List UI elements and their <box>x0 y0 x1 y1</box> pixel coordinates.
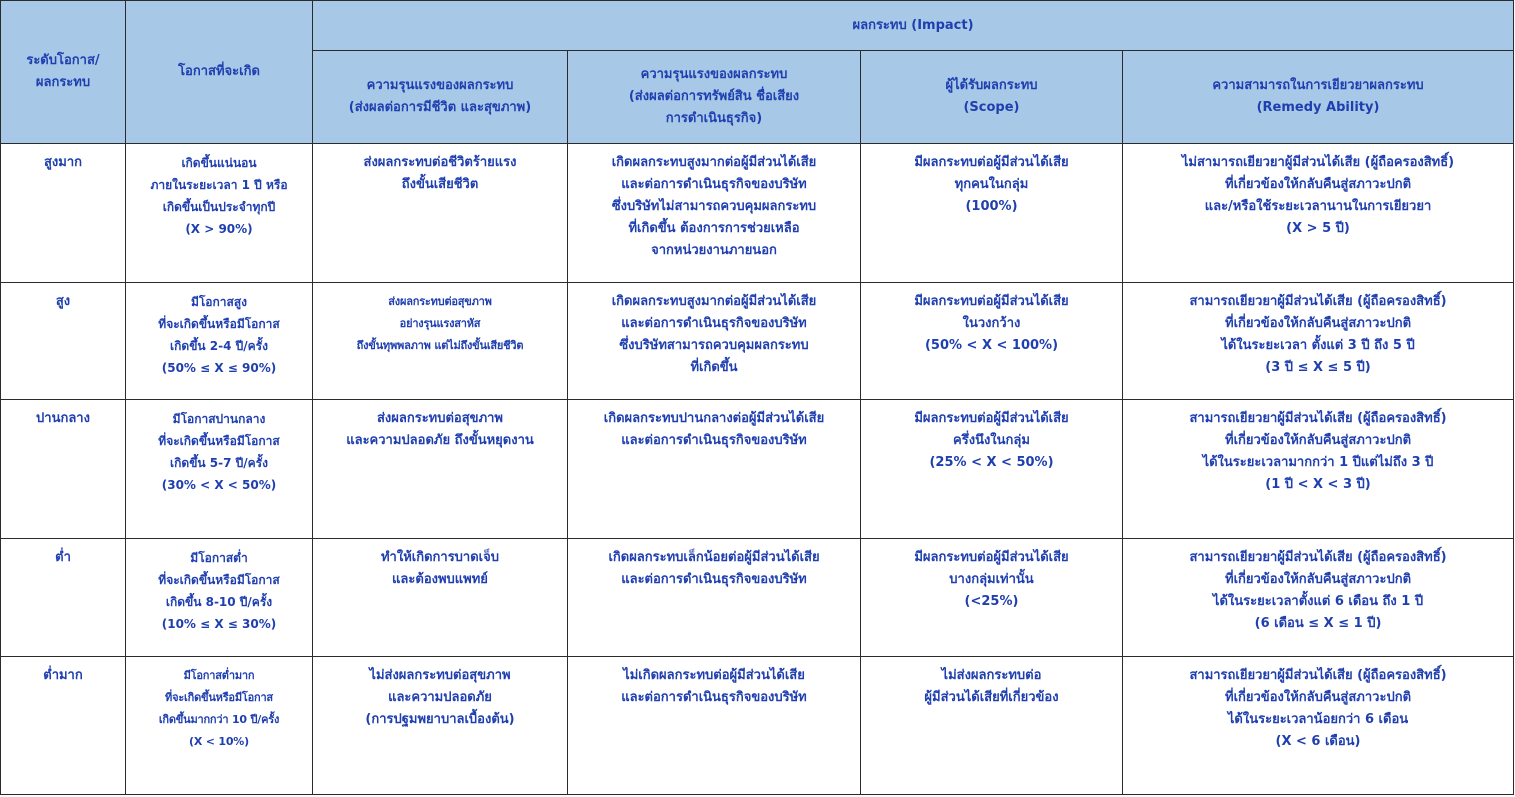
health-cell: ทำให้เกิดการบาดเจ็บ และต้องพบแพทย์ <box>313 538 568 656</box>
scope-cell: มีผลกระทบต่อผู้มีส่วนได้เสีย ครึ่งนึงในกลุ่ม (25% < X < 50%) <box>861 400 1123 538</box>
health-cell: ส่งผลกระทบต่อสุขภาพ และความปลอดภัย ถึงขั้นหยุดงาน <box>313 400 568 538</box>
table-row <box>1 283 1514 400</box>
remedy-cell: สามารถเยียวยาผู้มีส่วนได้เสีย (ผู้ถือครองสิทธิ์) ที่เกี่ยวข้องให้กลับคืนสู่สภาวะปกติ ได้ในระยะเวลามากกว่า 1 ปีแต่ไม่ถึง 3 ปี (1 ปี < X < 3 ปี) <box>1123 400 1514 538</box>
table-row <box>1 656 1514 794</box>
remedy-cell: ไม่สามารถเยียวยาผู้มีส่วนได้เสีย (ผู้ถือครองสิทธิ์) ที่เกี่ยวข้องให้กลับคืนสู่สภาวะปกติ และ/หรือใช้ระยะเวลานานในการเยียวยา (X > 5 ปี) <box>1123 144 1514 283</box>
business-cell: เกิดผลกระทบสูงมากต่อผู้มีส่วนได้เสีย และต่อการดำเนินธุรกิจของบริษัท ซึ่งบริษัทสามารถควบคุมผลกระทบ ที่เกิดขึ้น <box>568 283 861 400</box>
scope-cell: มีผลกระทบต่อผู้มีส่วนได้เสีย ทุกคนในกลุ่ม (100%) <box>861 144 1123 283</box>
business-cell: ไม่เกิดผลกระทบต่อผู้มีส่วนได้เสีย และต่อการดำเนินธุรกิจของบริษัท <box>568 656 861 794</box>
level-cell: ต่ำ <box>1 538 126 656</box>
header-level: ระดับโอกาส/ ผลกระทบ <box>1 1 126 144</box>
header-likelihood: โอกาสที่จะเกิด <box>126 1 313 144</box>
header-severity-business: ความรุนแรงของผลกระทบ (ส่งผลต่อการทรัพย์สิน ชื่อเสียง การดำเนินธุรกิจ) <box>568 51 861 144</box>
likelihood-cell: มีโอกาสต่ำมาก ที่จะเกิดขึ้นหรือมีโอกาส เกิดขึ้นมากกว่า 10 ปี/ครั้ง (X < 10%) <box>126 656 313 794</box>
business-cell: เกิดผลกระทบเล็กน้อยต่อผู้มีส่วนได้เสีย และต่อการดำเนินธุรกิจของบริษัท <box>568 538 861 656</box>
header-remedy: ความสามารถในการเยียวยาผลกระทบ (Remedy Ability) <box>1123 51 1514 144</box>
likelihood-cell: มีโอกาสต่ำ ที่จะเกิดขึ้นหรือมีโอกาส เกิดขึ้น 8-10 ปี/ครั้ง (10% ≤ X ≤ 30%) <box>126 538 313 656</box>
health-cell: ส่งผลกระทบต่อชีวิตร้ายแรง ถึงขั้นเสียชีวิต <box>313 144 568 283</box>
likelihood-cell: มีโอกาสสูง ที่จะเกิดขึ้นหรือมีโอกาส เกิดขึ้น 2-4 ปี/ครั้ง (50% ≤ X ≤ 90%) <box>126 283 313 400</box>
remedy-cell: สามารถเยียวยาผู้มีส่วนได้เสีย (ผู้ถือครองสิทธิ์) ที่เกี่ยวข้องให้กลับคืนสู่สภาวะปกติ ได้ในระยะเวลาตั้งแต่ 6 เดือน ถึง 1 ปี (6 เดือน ≤ X ≤ 1 ปี) <box>1123 538 1514 656</box>
level-cell: ต่ำมาก <box>1 656 126 794</box>
health-cell: ไม่ส่งผลกระทบต่อสุขภาพ และความปลอดภัย (การปฐมพยาบาลเบื้องต้น) <box>313 656 568 794</box>
likelihood-cell: เกิดขึ้นแน่นอน ภายในระยะเวลา 1 ปี หรือ เกิดขึ้นเป็นประจำทุกปี (X > 90%) <box>126 144 313 283</box>
scope-cell: มีผลกระทบต่อผู้มีส่วนได้เสีย บางกลุ่มเท่านั้น (<25%) <box>861 538 1123 656</box>
remedy-cell: สามารถเยียวยาผู้มีส่วนได้เสีย (ผู้ถือครองสิทธิ์) ที่เกี่ยวข้องให้กลับคืนสู่สภาวะปกติ ได้ในระยะเวลา ตั้งแต่ 3 ปี ถึง 5 ปี (3 ปี ≤ X ≤ 5 ปี) <box>1123 283 1514 400</box>
level-cell: ปานกลาง <box>1 400 126 538</box>
business-cell: เกิดผลกระทบปานกลางต่อผู้มีส่วนได้เสีย และต่อการดำเนินธุรกิจของบริษัท <box>568 400 861 538</box>
remedy-cell: สามารถเยียวยาผู้มีส่วนได้เสีย (ผู้ถือครองสิทธิ์) ที่เกี่ยวข้องให้กลับคืนสู่สภาวะปกติ ได้ในระยะเวลาน้อยกว่า 6 เดือน (X < 6 เดือน) <box>1123 656 1514 794</box>
scope-cell: ไม่ส่งผลกระทบต่อ ผู้มีส่วนได้เสียที่เกี่ยวข้อง <box>861 656 1123 794</box>
level-cell: สูงมาก <box>1 144 126 283</box>
header-severity-health: ความรุนแรงของผลกระทบ (ส่งผลต่อการมีชีวิต และสุขภาพ) <box>313 51 568 144</box>
table-row <box>1 144 1514 283</box>
table-row <box>1 400 1514 538</box>
header-impact: ผลกระทบ (Impact) <box>313 1 1514 51</box>
health-cell: ส่งผลกระทบต่อสุขภาพ อย่างรุนแรงสาหัส ถึงขั้นทุพพลภาพ แต่ไม่ถึงขั้นเสียชีวิต <box>313 283 568 400</box>
header-row-1 <box>1 1 1514 51</box>
level-cell: สูง <box>1 283 126 400</box>
business-cell: เกิดผลกระทบสูงมากต่อผู้มีส่วนได้เสีย และต่อการดำเนินธุรกิจของบริษัท ซึ่งบริษัทไม่สามารถควบคุมผลกระทบ ที่เกิดขึ้น ต้องการการช่วยเหลือ จากหน่วยงานภายนอก <box>568 144 861 283</box>
header-scope: ผู้ได้รับผลกระทบ (Scope) <box>861 51 1123 144</box>
table-row <box>1 538 1514 656</box>
likelihood-cell: มีโอกาสปานกลาง ที่จะเกิดขึ้นหรือมีโอกาส เกิดขึ้น 5-7 ปี/ครั้ง (30% < X < 50%) <box>126 400 313 538</box>
scope-cell: มีผลกระทบต่อผู้มีส่วนได้เสีย ในวงกว้าง (50% < X < 100%) <box>861 283 1123 400</box>
